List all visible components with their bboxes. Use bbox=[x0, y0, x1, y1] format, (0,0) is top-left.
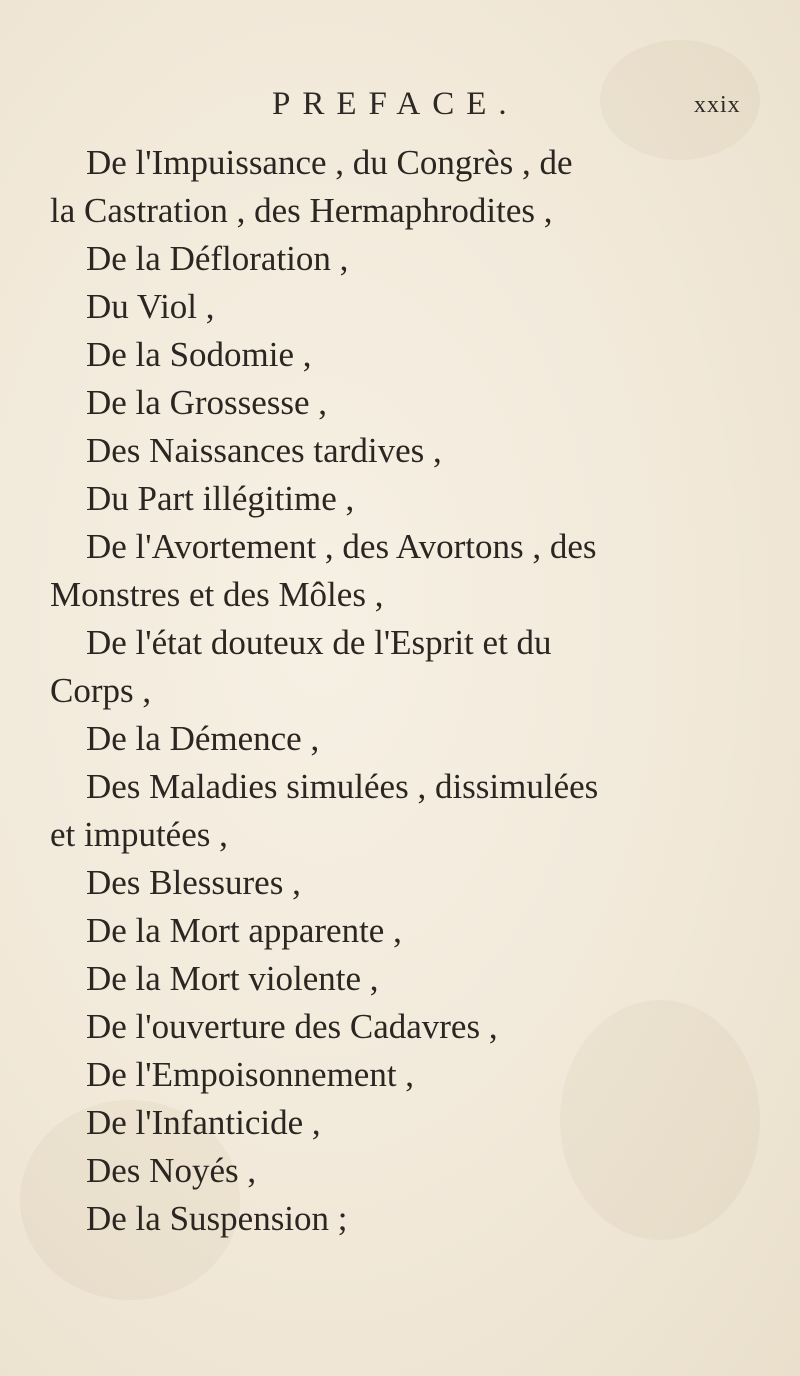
page-number: xxix bbox=[694, 92, 741, 118]
page-header bbox=[0, 86, 800, 126]
text-line: De la Mort violente , bbox=[86, 959, 379, 998]
text-line: De la Grossesse , bbox=[86, 383, 328, 422]
text-line: De l'Infanticide , bbox=[86, 1103, 321, 1142]
text-line: De la Sodomie , bbox=[86, 335, 312, 374]
text-line: Monstres et des Môles , bbox=[50, 575, 384, 614]
text-line: De la Défloration , bbox=[86, 239, 349, 278]
text-line: De l'Avortement , des Avortons , des bbox=[86, 527, 597, 566]
text-line: Des Maladies simulées , dissimulées bbox=[86, 767, 599, 806]
text-line: Du Part illégitime , bbox=[86, 479, 355, 518]
running-title: PREFACE. bbox=[272, 86, 519, 122]
text-line: Du Viol , bbox=[86, 287, 215, 326]
text-line: De l'ouverture des Cadavres , bbox=[86, 1007, 498, 1046]
text-line: De l'Impuissance , du Congrès , de bbox=[86, 143, 573, 182]
paper-stain bbox=[560, 1000, 760, 1240]
text-line: et imputées , bbox=[50, 815, 228, 854]
text-line: De la Démence , bbox=[86, 719, 320, 758]
text-line: Des Noyés , bbox=[86, 1151, 257, 1190]
text-line: la Castration , des Hermaphrodites , bbox=[50, 191, 553, 230]
text-line: Des Blessures , bbox=[86, 863, 301, 902]
text-line: Corps , bbox=[50, 671, 152, 710]
text-line: De l'Empoisonnement , bbox=[86, 1055, 415, 1094]
text-line: De la Suspension ; bbox=[86, 1199, 348, 1238]
text-line: De la Mort apparente , bbox=[86, 911, 402, 950]
text-line: De l'état douteux de l'Esprit et du bbox=[86, 623, 552, 662]
text-line: Des Naissances tardives , bbox=[86, 431, 442, 470]
